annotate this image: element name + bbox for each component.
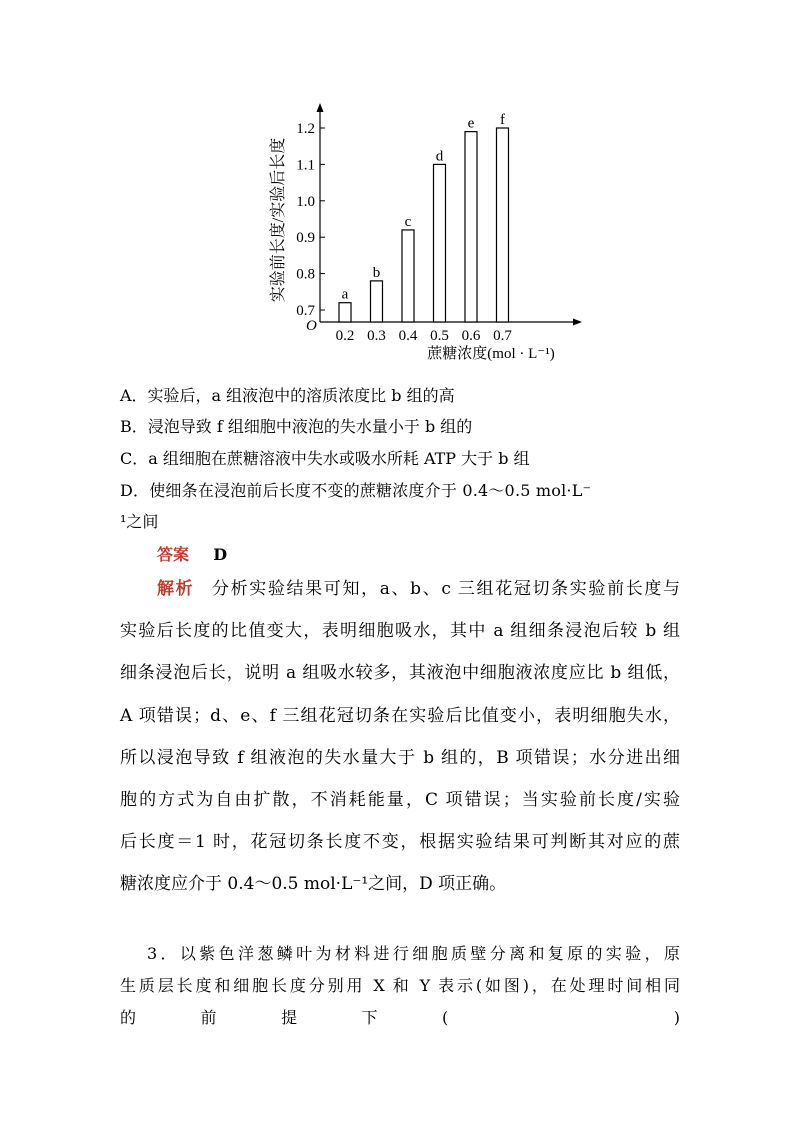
bar-c [402,230,414,322]
x-axis-arrow [573,319,582,326]
answer-value: D [213,545,228,564]
analysis-line-6: 胞的方式为自由扩散，不消耗能量，C 项错误；当实验前长度/实验 [120,790,680,810]
bar-b [371,281,383,322]
y-axis-label: 实验前长度/实验后长度 [270,137,287,303]
question-3-line-2: 生质层长度和细胞长度分别用 X 和 Y 表示(如图)，在处理时间相同 [120,976,680,995]
bar-label-d: d [435,148,444,165]
option-c: C．a 组细胞在蔗糖溶液中失水或吸水所耗 ATP 大于 b 组 [120,449,530,468]
option-d: D．使细条在浸泡前后长度不变的蔗糖浓度介于 0.4～0.5 mol·L⁻ [120,481,592,500]
y-tick-label-1.2: 1.2 [296,121,315,137]
question-3-line-1: 3．以紫色洋葱鳞叶为材料进行细胞质壁分离和复原的实验，原 [147,944,680,963]
x-axis-label: 蔗糖浓度(mol · L⁻¹) [427,346,555,362]
x-tick-label-0.5: 0.5 [430,328,449,344]
bar-label-b: b [372,264,381,281]
bar-label-f: f [500,112,505,128]
analysis-line-5: 所以浸泡导致 f 组液泡的失水量大于 b 组的，B 项错误；水分进出细 [120,748,680,768]
option-a: A．实验后，a 组液泡中的溶质浓度比 b 组的高 [120,386,455,405]
answer-row [157,545,713,565]
analysis-line-2: 实验后长度的比值变大，表明细胞吸水，其中 a 组细条浸泡后较 b 组 [120,621,680,641]
x-tick-label-0.6: 0.6 [461,328,481,344]
y-tick-label-0.9: 0.9 [296,230,315,247]
bar-chart [255,100,585,370]
analysis-line-4: A 项错误；d、e、f 三组花冠切条在实验后比值变小，表明细胞失水， [120,706,680,726]
analysis-line-3: 细条浸泡后长，说明 a 组吸水较多，其液泡中细胞液浓度应比 b 组低， [120,663,680,683]
bar-label-a: a [341,286,349,303]
y-tick-label-0.7: 0.7 [296,303,315,319]
analysis-line-8: 糖浓度应介于 0.4～0.5 mol·L⁻¹之间，D 项正确。 [120,874,507,894]
y-tick-label-1.0: 1.0 [296,193,315,210]
x-tick-label-0.3: 0.3 [367,328,386,344]
bar-d [434,164,446,322]
x-tick-label-0.4: 0.4 [398,328,418,344]
question-3-line-3: 的前提下( ) [120,1008,680,1027]
answer-label: 答案 [157,545,190,564]
bar-label-e: e [467,115,475,132]
y-tick-label-1.1: 1.1 [296,157,315,174]
bar-f [497,128,509,322]
bar-a [339,303,351,322]
x-tick-label-0.7: 0.7 [493,328,512,344]
option-b: B．浸泡导致 f 组细胞中液泡的失水量小于 b 组的 [120,417,473,436]
y-tick-label-0.8: 0.8 [296,266,315,283]
origin-label: O [306,318,317,334]
bar-e [465,132,477,322]
option-d-continued: ¹之间 [120,512,159,531]
x-tick-label-0.2: 0.2 [335,328,355,344]
analysis-line-1: 解析 分析实验结果可知，a、b、c 三组花冠切条实验前长度与 [157,579,680,599]
analysis-line-7: 后长度＝1 时，花冠切条长度不变，根据实验结果可判断其对应的蔗 [120,832,680,852]
bar-label-c: c [404,213,412,230]
y-axis-arrow [317,103,324,112]
analysis-label: 解析 [157,579,195,599]
